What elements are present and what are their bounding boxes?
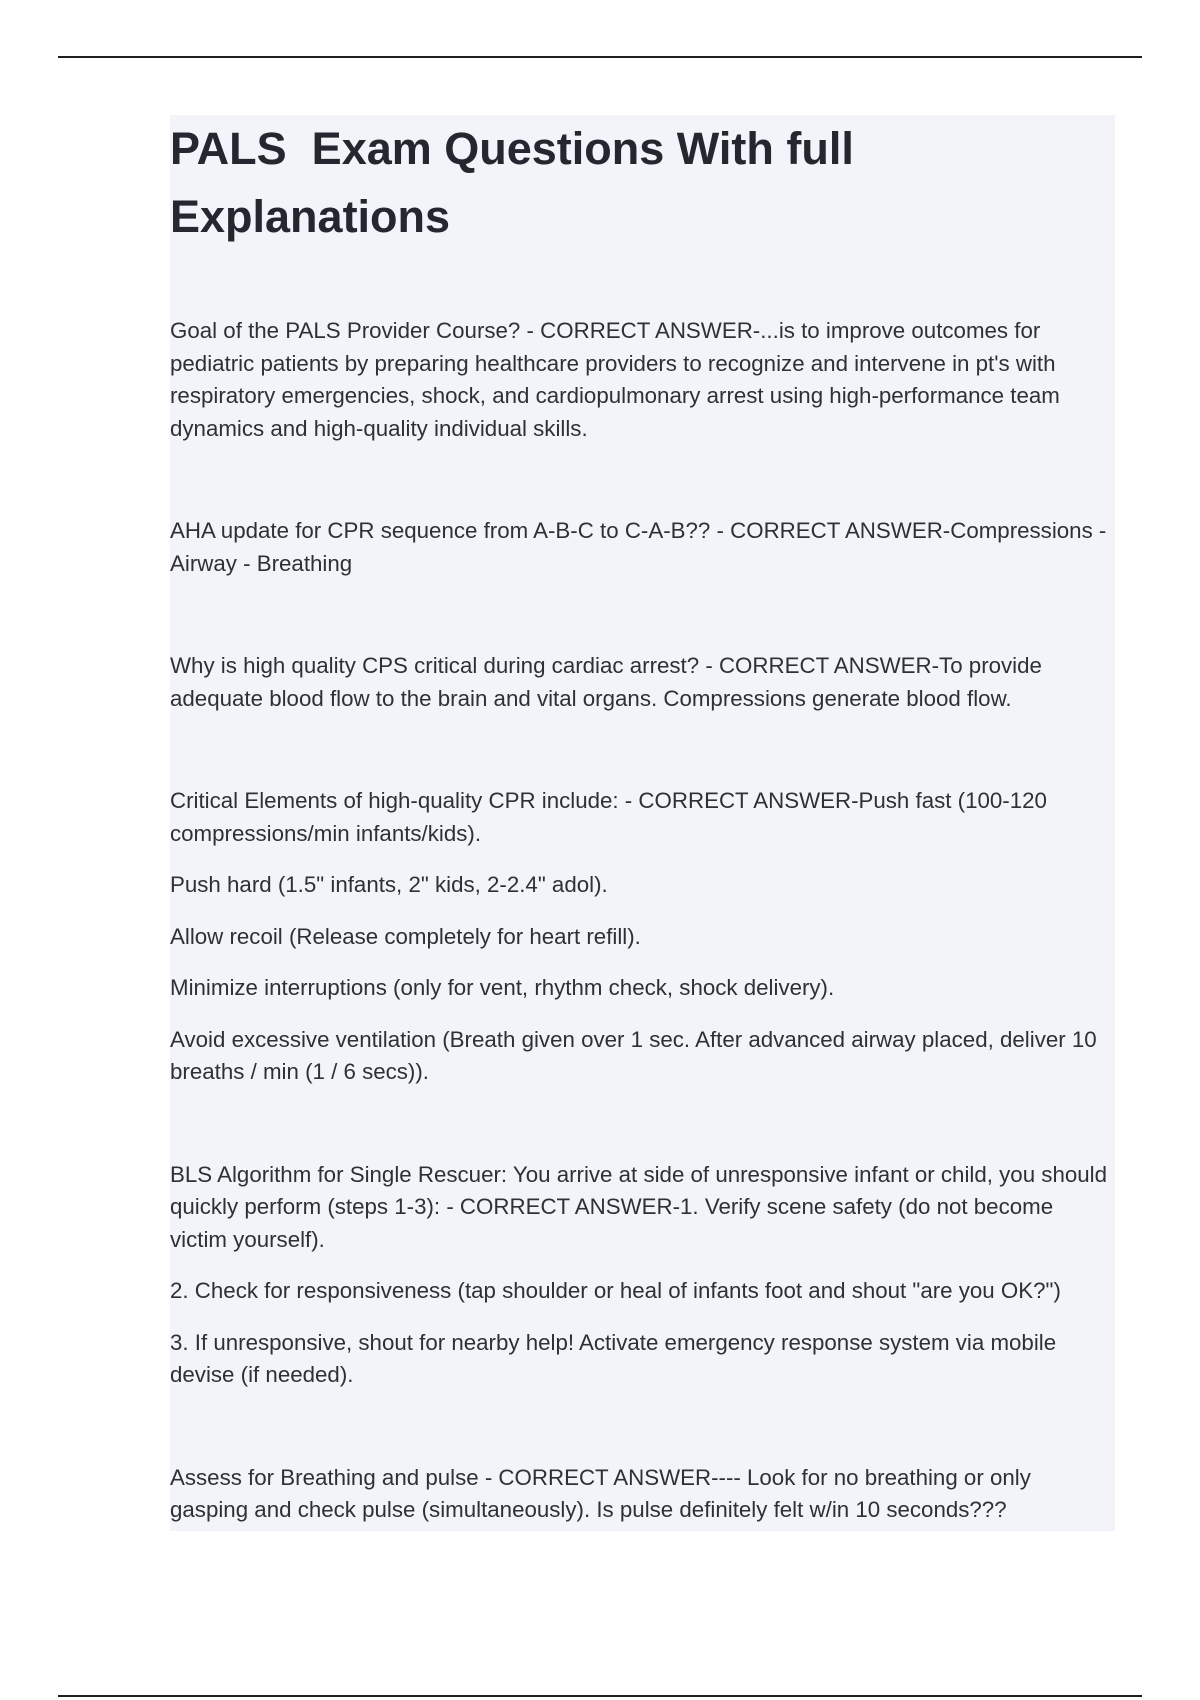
qa-block-critical-elements <box>170 785 1115 1089</box>
qa-paragraph: Push hard (1.5" infants, 2" kids, 2-2.4" adol). <box>170 872 608 897</box>
page-top-rule <box>58 56 1142 58</box>
page-bottom-rule <box>58 1695 1142 1697</box>
qa-block-high-quality-cpr <box>170 650 1115 715</box>
qa-paragraph: Goal of the PALS Provider Course? - CORRECT ANSWER-...is to improve outcomes for pediatric patients by preparing healthcare providers to recognize and intervene in pt's with respiratory emergencies, shock, and cardiopulmonary arrest using high-performance team dynamics and high-quality individual skills. <box>170 318 1060 441</box>
qa-paragraph: Avoid excessive ventilation (Breath given over 1 sec. After advanced airway placed, deliver 10 breaths / min (1 / 6 secs)). <box>170 1026 1097 1084</box>
qa-paragraph: AHA update for CPR sequence from A-B-C to C-A-B?? - CORRECT ANSWER-Compressions - Airway - Breathing <box>170 518 1107 576</box>
qa-paragraph: Minimize interruptions (only for vent, rhythm check, shock delivery). <box>170 975 835 1000</box>
qa-paragraph: 2. Check for responsiveness (tap shoulder or heal of infants foot and shout "are you OK?") <box>170 1278 1061 1303</box>
qa-paragraph: 3. If unresponsive, shout for nearby help! Activate emergency response system via mobile devise (if needed). <box>170 1329 1057 1387</box>
qa-paragraph: Critical Elements of high-quality CPR include: - CORRECT ANSWER-Push fast (100-120 compressions/min infants/kids). <box>170 788 1047 846</box>
qa-block-course-goal <box>170 315 1115 445</box>
document-body <box>170 115 1115 1531</box>
qa-paragraph: Why is high quality CPS critical during cardiac arrest? - CORRECT ANSWER-To provide adequate blood flow to the brain and vital organs. Compressions generate blood flow. <box>170 653 1042 711</box>
qa-block-bls-algorithm <box>170 1159 1115 1392</box>
qa-paragraph: BLS Algorithm for Single Rescuer: You arrive at side of unresponsive infant or child, you should quickly perform (steps 1-3): - CORRECT ANSWER-1. Verify scene safety (do not become victim yourself). <box>170 1161 1108 1252</box>
qa-paragraph: Allow recoil (Release completely for heart refill). <box>170 923 641 949</box>
qa-block-breathing-pulse <box>170 1462 1115 1527</box>
qa-paragraph: Assess for Breathing and pulse - CORRECT ANSWER---- Look for no breathing or only gasping and check pulse (simultaneously). Is pulse definitely felt w/in 10 seconds??? <box>170 1464 1031 1522</box>
document-title: PALS Exam Questions With full Explanations <box>170 123 867 242</box>
qa-block-cpr-sequence <box>170 515 1115 580</box>
